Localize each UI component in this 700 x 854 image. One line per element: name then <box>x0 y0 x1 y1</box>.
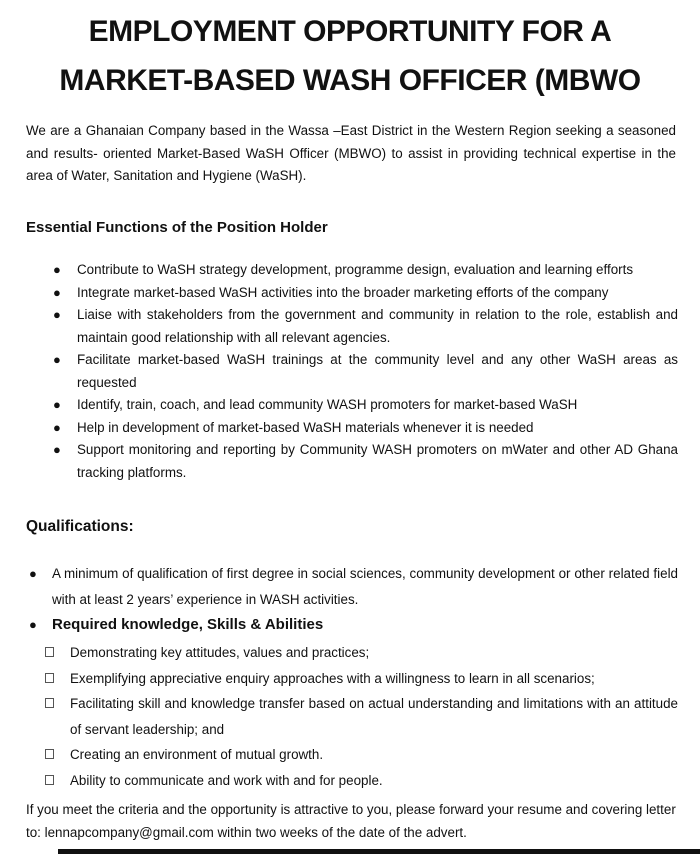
list-item <box>50 282 678 305</box>
list-item-text: Integrate market-based WaSH activities into the broader marketing efforts of the company <box>77 284 609 300</box>
title-line-2: MARKET-BASED WASH OFFICER (MBWO <box>59 64 641 97</box>
list-item <box>42 742 678 768</box>
bullet-icon: ● <box>53 442 61 457</box>
list-item <box>50 349 678 394</box>
qualifications-heading: Qualifications: <box>26 518 134 535</box>
list-item <box>42 666 678 692</box>
list-item <box>42 768 678 794</box>
intro-paragraph: We are a Ghanaian Company based in the Wassa –East District in the Western Region seeking a seasoned and results- oriented Market-Based WaSH Officer (MBWO) to assist in providing technical expertise in the area of Water, Sanitation and Hygiene (WaSH). <box>26 123 676 183</box>
title-line-1: EMPLOYMENT OPPORTUNITY FOR A <box>88 15 612 48</box>
checkbox-square-icon <box>45 673 54 683</box>
list-item-text: Creating an environment of mutual growth. <box>70 747 324 762</box>
closing-text: If you meet the criteria and the opportunity is attractive to you, please forward your resume and covering letter to: <box>26 802 676 840</box>
essential-functions-list <box>50 259 678 484</box>
list-item <box>42 640 678 666</box>
bullet-icon: ● <box>53 352 61 367</box>
list-item <box>50 259 678 282</box>
bullet-icon: ● <box>53 262 61 277</box>
qualification-degree-item <box>26 561 678 613</box>
bullet-icon: ● <box>53 419 61 435</box>
required-skills-list <box>42 640 678 793</box>
list-item-text: Liaise with stakeholders from the government and community in relation to the role, establish and maintain good relationship with all relevant agencies. <box>77 307 678 345</box>
required-skills-heading-item <box>26 613 678 637</box>
list-item-text: Facilitating skill and knowledge transfer based on actual understanding and limitations with an attitude of servant leadership; and <box>70 696 678 737</box>
list-item-text: Help in development of market-based WaSH materials whenever it is needed <box>77 419 534 435</box>
list-item <box>50 304 678 349</box>
bullet-icon: ● <box>29 617 37 632</box>
contact-email: lennapcompany@gmail.com <box>44 824 214 840</box>
checkbox-square-icon <box>45 698 54 708</box>
checkbox-square-icon <box>45 647 54 657</box>
list-item-text: Demonstrating key attitudes, values and practices; <box>70 645 370 660</box>
essential-functions-heading: Essential Functions of the Position Holder <box>26 219 328 236</box>
bullet-icon: ● <box>29 566 37 581</box>
required-skills-heading: Required knowledge, Skills & Abilities <box>52 616 324 633</box>
bottom-divider <box>58 849 700 854</box>
list-item-text: Identify, train, coach, and lead community WASH promoters for market-based WaSH <box>77 397 578 412</box>
bullet-icon: ● <box>53 307 61 322</box>
list-item-text: Support monitoring and reporting by Community WASH promoters on mWater and other AD Ghana tracking platforms. <box>77 442 678 480</box>
bullet-icon: ● <box>53 284 61 300</box>
list-item <box>50 439 678 484</box>
qualifications-list <box>26 561 678 637</box>
qualification-degree-text: A minimum of qualification of first degree in social sciences, community development or other related field with at least 2 years’ experience in WASH activities. <box>52 566 678 607</box>
bullet-icon: ● <box>53 397 61 412</box>
checkbox-square-icon <box>45 775 54 785</box>
list-item <box>50 417 678 440</box>
checkbox-square-icon <box>45 749 54 759</box>
closing-text-end: within two weeks of the date of the advert. <box>213 824 467 840</box>
list-item-text: Exemplifying appreciative enquiry approaches with a willingness to learn in all scenarios; <box>70 670 595 686</box>
list-item-text: Facilitate market-based WaSH trainings at the community level and any other WaSH areas as requested <box>77 352 678 390</box>
list-item <box>50 394 678 417</box>
list-item-text: Contribute to WaSH strategy development, programme design, evaluation and learning efforts <box>77 262 634 277</box>
list-item <box>42 691 678 742</box>
list-item-text: Ability to communicate and work with and for people. <box>70 772 383 788</box>
closing-paragraph <box>26 799 678 844</box>
